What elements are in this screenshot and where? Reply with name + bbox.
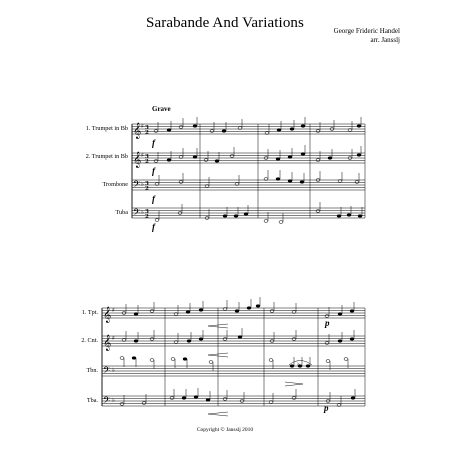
bass-clef-icon: 𝄢 (103, 395, 111, 408)
copyright-notice: Copyright © Jansslj 2010 (196, 427, 254, 433)
arranger-credit: arr. Jansslj (370, 36, 400, 44)
instrument-label-cnt-short: 2. Cnt. (81, 337, 98, 344)
dynamic-forte: f (152, 194, 155, 204)
bass-clef-icon: 𝄢 (133, 179, 141, 192)
flat-icon: ♭ (112, 367, 115, 374)
flat-icon: ♭ (297, 361, 300, 368)
tempo-marking: Grave (152, 105, 171, 113)
slur (289, 361, 312, 366)
flat-icon: ♭ (141, 209, 144, 216)
sharp-icon: ♯ (112, 335, 115, 342)
sharp-icon: ♯ (141, 123, 144, 130)
time-signature-2: 2 (145, 130, 149, 136)
dynamic-forte: f (152, 222, 155, 232)
svg-text:3: 3 (145, 181, 149, 187)
svg-text:2: 2 (145, 159, 149, 165)
instrument-label-trumpet-1: 1. Trumpet in Bb (85, 125, 128, 132)
staff-tuba (132, 208, 365, 218)
staff-tbn (102, 366, 365, 376)
instrument-label-tpt-short: 1. Tpt. (81, 309, 98, 316)
flat-icon: ♭ (141, 181, 144, 188)
instrument-label-tuba: Tuba (115, 209, 128, 216)
system-1-signatures (133, 123, 149, 220)
sharp-icon: ♯ (112, 307, 115, 314)
system-2-signatures (103, 307, 115, 408)
sharp-icon: ♯ (141, 152, 144, 159)
instrument-label-tbn-short: Tbn. (86, 367, 98, 374)
bass-clef-icon: 𝄢 (103, 365, 111, 378)
composer-credit: George Frideric Handel (333, 27, 400, 35)
staff-trombone (132, 180, 365, 190)
instrument-label-tba-short: Tba. (86, 397, 98, 404)
staff-tpt (102, 308, 365, 318)
bass-clef-icon: 𝄢 (133, 207, 141, 220)
instrument-label-trumpet-2: 2. Trumpet in Bb (85, 153, 128, 160)
treble-clef-icon: 𝄞 (133, 152, 142, 168)
svg-text:2: 2 (145, 186, 149, 192)
svg-text:3: 3 (145, 209, 149, 215)
piece-title: Sarabande And Variations (146, 15, 304, 31)
svg-text:3: 3 (145, 154, 149, 160)
svg-text:2: 2 (145, 214, 149, 220)
dynamic-piano: p (325, 318, 330, 328)
time-signature-3: 3 (145, 125, 149, 131)
crescendo-hairpin (285, 382, 303, 386)
dynamic-forte: f (152, 166, 155, 176)
staff-cnt (102, 336, 365, 346)
staff-system-1 (132, 124, 365, 218)
diminuendo-hairpin (208, 412, 228, 416)
system-2-notes (120, 297, 355, 406)
dynamic-piano: p (324, 403, 329, 413)
flat-icon: ♭ (112, 397, 115, 404)
instrument-label-trombone: Trombone (102, 181, 128, 188)
dynamic-forte: f (152, 138, 155, 148)
treble-clef-icon: 𝄞 (103, 307, 112, 323)
treble-clef-icon: 𝄞 (103, 335, 112, 351)
treble-clef-icon: 𝄞 (133, 123, 142, 139)
